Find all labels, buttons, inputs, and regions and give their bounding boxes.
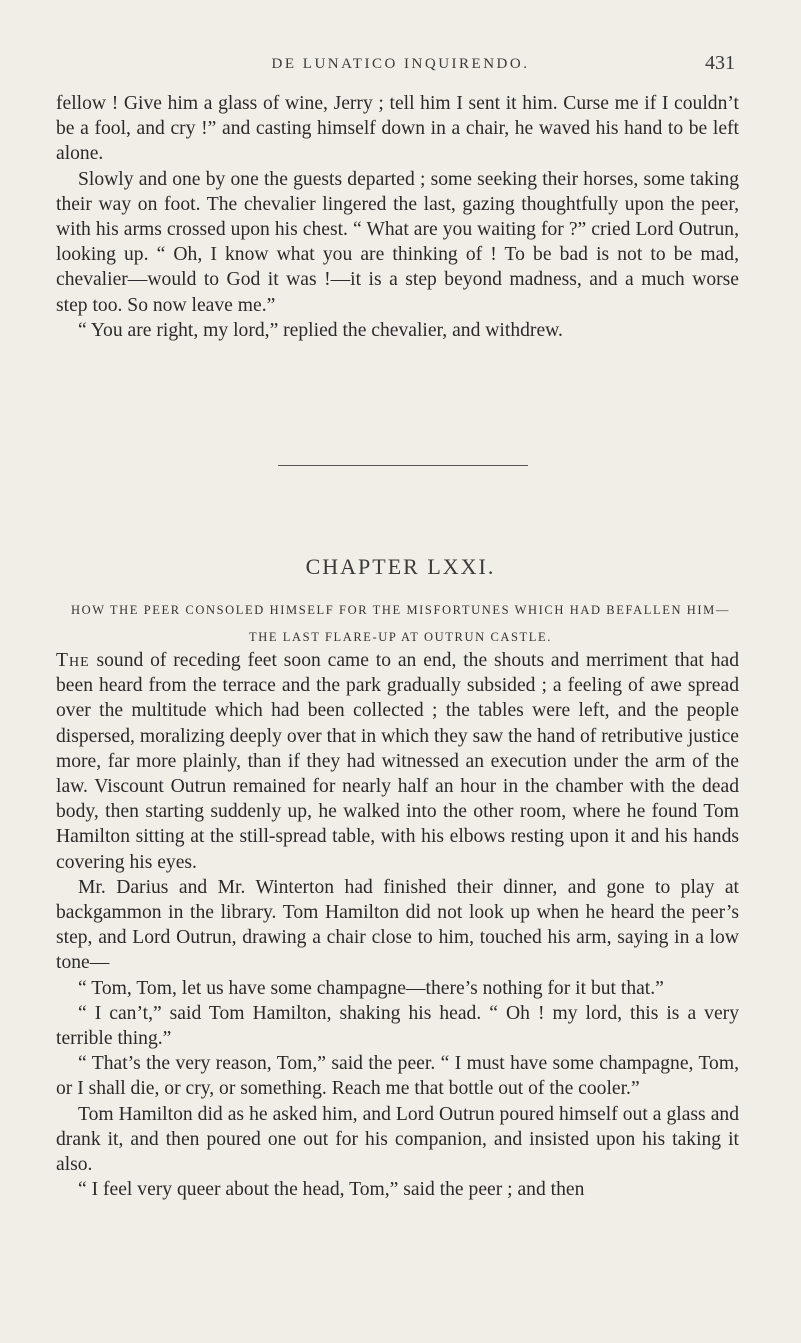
text-block-chapter — [56, 648, 739, 1202]
running-title: DE LUNATICO INQUIRENDO. — [271, 56, 530, 72]
paragraph: Tom Hamilton did as he asked him, and Lord Outrun poured himself out a glass and drank it, and then poured one out for his companion, and insisted upon his taking it also. — [56, 1103, 739, 1176]
paragraph: Slowly and one by one the guests departed ; some seeking their horses, some taking their way on foot. The chevalier lingered the last, gazing thoughtfully upon the peer, with his arms crossed upon his chest. “ What are you waiting for ?” cried Lord Outrun, looking up. “ Oh, I know what you are thinking of ! To be bad is not to be mad, chevalier—would to God it was !—it is a step beyond madness, and a much worse step too. So now leave me.” — [56, 168, 739, 316]
opening-text: sound of receding feet soon came to an end, the shouts and merriment that had been heard from the terrace and the park gradually subsided ; a feeling of awe spread over the multitude which had been collected ; the tables were left, and the people dispersed, moralizing deeply over that in which they saw the hand of retributive justice more, far more plainly, than if they had witnessed an execution under the arm of the law. Viscount Outrun remained for nearly half an hour in the chamber with the dead body, then starting suddenly up, he walked into the other room, where he found Tom Hamilton sitting at the still-spread table, with his elbows resting upon it and his hands covering his eyes. — [56, 650, 739, 873]
paragraph: “ That’s the very reason, Tom,” said the peer. “ I must have some champagne, Tom, or I shall die, or cry, or something. Reach me that bottle out of the cooler.” — [56, 1053, 739, 1100]
paragraph: “ Tom, Tom, let us have some champagne—there’s nothing for it but that.” — [78, 977, 664, 999]
chapter-summary: HOW THE PEER CONSOLED HIMSELF FOR THE MISFORTUNES WHICH HAD BEFALLEN HIM—THE LAST FLARE-UP AT OUTRUN CASTLE. — [70, 603, 730, 644]
running-head — [0, 52, 801, 80]
chapter-heading: CHAPTER LXXI. — [305, 554, 496, 579]
opening-word: The — [56, 650, 90, 671]
paragraph: “ You are right, my lord,” replied the chevalier, and withdrew. — [78, 319, 563, 341]
paragraph: “ I can’t,” said Tom Hamilton, shaking his head. “ Oh ! my lord, this is a very terrible thing.” — [56, 1002, 739, 1050]
text-block-top — [56, 91, 739, 343]
paragraph: “ I feel very queer about the head, Tom,” said the peer ; and then — [78, 1179, 585, 1201]
paragraph: fellow ! Give him a glass of wine, Jerry ; tell him I sent it him. Curse me if I couldn’t be a fool, and cry !” and casting himself down in a chair, he waved his hand to be left alone. — [56, 93, 739, 165]
section-divider — [278, 465, 528, 466]
paragraph: Mr. Darius and Mr. Winterton had finished their dinner, and gone to play at backgammon in the library. Tom Hamilton did not look up when he heard the peer’s step, and Lord Outrun, drawing a chair close to him, touched his arm, saying in a low tone— — [56, 876, 739, 974]
opening-paragraph — [56, 648, 739, 875]
page-number: 431 — [705, 52, 735, 74]
